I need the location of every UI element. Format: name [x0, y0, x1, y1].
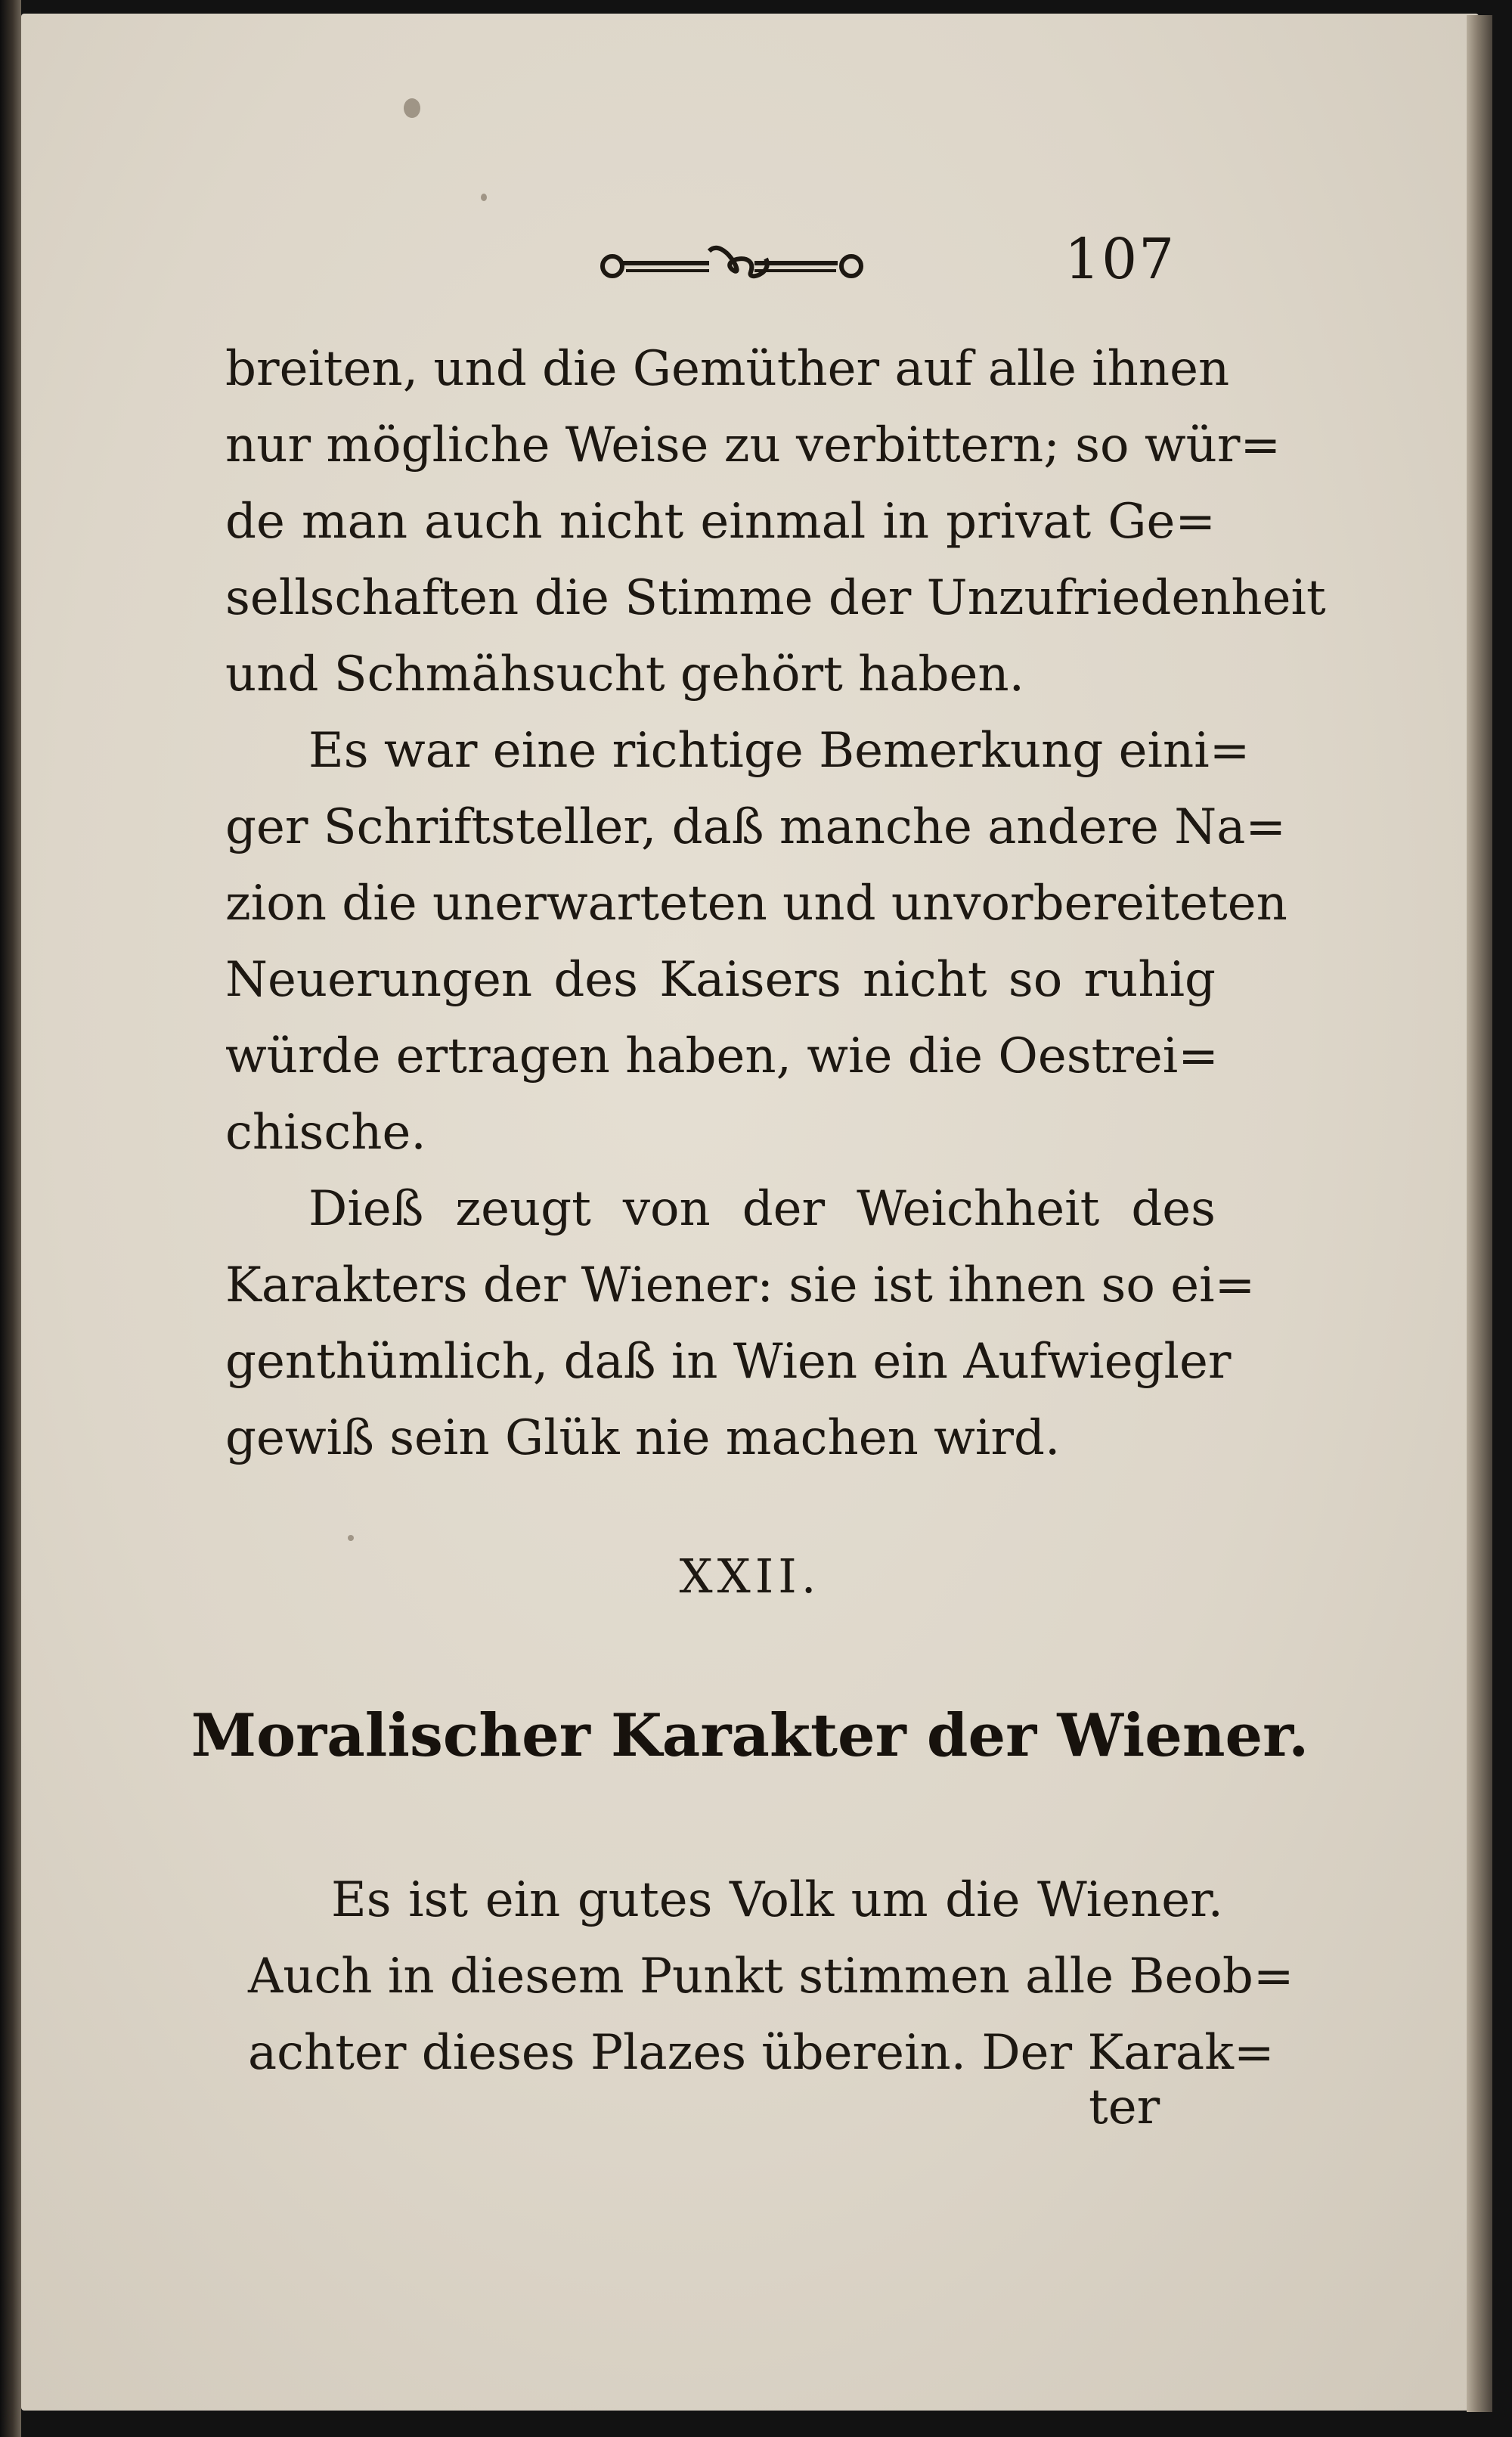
section-number: XXII.	[679, 1549, 821, 1604]
text-line: und Schmähsucht gehört haben.	[225, 646, 1024, 702]
text-line: Neuerungen des Kaisers nicht so ruhig	[225, 952, 1216, 1008]
text-line: Dieß zeugt von der Weichheit des	[308, 1181, 1216, 1237]
ink-spot	[404, 98, 420, 118]
page-fore-edge	[1467, 15, 1492, 2412]
text-line: zion die unerwarteten und unvorbereiteten	[225, 876, 1287, 932]
text-line: Karakters der Wiener: sie ist ihnen so ei=	[225, 1257, 1256, 1313]
body-text-upper	[225, 331, 1326, 1477]
text-line: genthümlich, daß in Wien ein Aufwiegler	[225, 1334, 1232, 1390]
book-page	[21, 14, 1479, 2411]
book-gutter	[0, 0, 21, 2437]
text-line: de man auch nicht einmal in privat Ge=	[225, 494, 1216, 550]
running-head	[21, 216, 1479, 299]
rule-ornament-icon	[596, 236, 868, 289]
section-title: Moralischer Karakter der Wiener.	[191, 1701, 1309, 1770]
ink-spot	[348, 1535, 354, 1541]
text-line: breiten, und die Gemüther auf alle ihnen	[225, 341, 1230, 397]
page-number: 107	[1064, 227, 1176, 292]
text-line: sellschaften die Stimme der Unzufriedenheit	[225, 570, 1326, 626]
text-line: achter dieses Plazes überein. Der Karak=	[248, 2025, 1275, 2081]
text-line: nur mögliche Weise zu verbittern; so wür=	[225, 417, 1281, 473]
text-line: würde ertragen haben, wie die Oestrei=	[225, 1028, 1219, 1084]
text-line: Es ist ein gutes Volk um die Wiener.	[331, 1872, 1223, 1928]
text-line: chische.	[225, 1105, 426, 1161]
text-line: Es war eine richtige Bemerkung eini=	[308, 723, 1250, 779]
catchword: ter	[1089, 2079, 1160, 2135]
text-line: Auch in diesem Punkt stimmen alle Beob=	[248, 1949, 1294, 2004]
ink-spot	[481, 194, 487, 201]
body-text-lower	[248, 1862, 1294, 2091]
text-line: gewiß sein Glük nie machen wird.	[225, 1410, 1061, 1466]
text-line: ger Schriftsteller, daß manche andere Na=	[225, 799, 1287, 855]
